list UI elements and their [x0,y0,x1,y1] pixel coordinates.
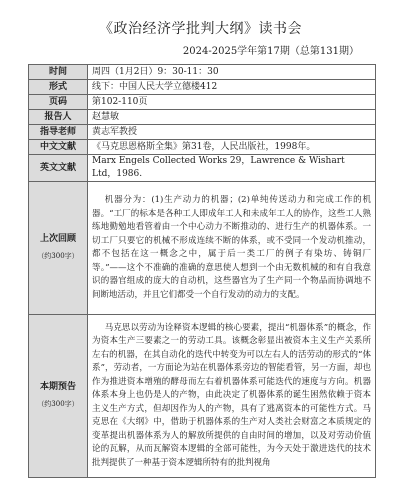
info-table [28,64,376,478]
row-value: 赵慧敏 [88,110,376,125]
document-title: 《政治经济学批判大纲》读书会 [99,21,302,37]
review-content-cell [88,182,376,315]
table-row [29,125,376,140]
preview-label: 本期预告 [39,382,76,392]
review-word-count: （约300字） [37,252,79,260]
row-value: 线下：中国人民大学立德楼412 [88,80,376,95]
review-label-cell [29,182,88,315]
row-label: 报告人 [29,110,88,125]
row-value: Marx Engels Collected Works 29，Lawrence & Wishart Ltd，1986. [88,155,376,182]
review-text: 机器分为：(1)生产动力的机器；(2)单纯传送动力和完成工作的机器。“工厂的标本是各种工人即成年工人和未成年工人的协作，这些工人熟练地勤勉地看管着由一个中心动力不断推动的、进行生产的机器体系。一切工厂只要它的机械不形成连续不断的体系，或不受同一个发动机推动，都不包括在这一概念之中，属于后一类工厂的例子有染坊、铸铜厂等。”——这个不准确的准确的意思使人想到一个由无数机械的和有自我意识的器官组成的庞大的自动机，这些器官为了生产同一个物品而协调地不间断地活动，并且它们都受一个自行发动的动力的支配。 [92,195,371,300]
table-row [29,110,376,125]
row-label: 时间 [29,65,88,80]
row-label: 指导老师 [29,125,88,140]
row-label: 页码 [29,95,88,110]
row-value: 黄志军教授 [88,125,376,140]
issue-period: 2024-2025学年第17期（总第131期） [182,46,359,57]
row-value: 第102-110页 [88,95,376,110]
row-value: 《马克思恩格斯全集》第31卷，人民出版社，1998年。 [88,140,376,155]
row-label: 英文文献 [29,155,88,182]
table-row [29,140,376,155]
table-row [29,65,376,80]
table-row [29,155,376,182]
preview-label-cell [29,315,88,478]
row-label: 中文文献 [29,140,88,155]
preview-row [29,315,376,478]
review-row [29,182,376,315]
table-row [29,95,376,110]
review-label: 上次回顾 [39,234,76,244]
preview-word-count: （约300字） [37,400,79,408]
preview-text: 马克思以劳动为诠释资本逻辑的核心要素，提出“机器体系”的概念，作为资本生产三要素之一的劳动工具。该概念彰显出被资本主义生产关系所左右的机器，在其自动化的迭代中转变为可以左右人的活劳动的形式的“体系”，劳动者，一方面论为站在机器体系旁边的智能看管，另一方面，却也作为推进资本增殖的酵母而左右着机器体系可能迭代的速度与方向。机器体系本身上也仍是人的产物，由此决定了机器体系的诞生困然依赖于资本主义生产方式，但却因作为人的产物，具有了逃离资本的可能性方式。马克思在《大纲》中，借助于机器体系的生产对人类社会财富之本质规定的变革提出机器体系为人的解放所提供的自由时间的增加，以及对劳动价值论的瓦解，从而瓦解资本逻辑的全部可能性，为今天处于激进迭代的技术批判提供了一种基于资本逻辑所特有的批判视角 [92,322,371,468]
preview-content-cell [88,315,376,478]
table-row [29,80,376,95]
row-value: 周四（1月2日）9：30-11：30 [88,65,376,80]
row-label: 形式 [29,80,88,95]
